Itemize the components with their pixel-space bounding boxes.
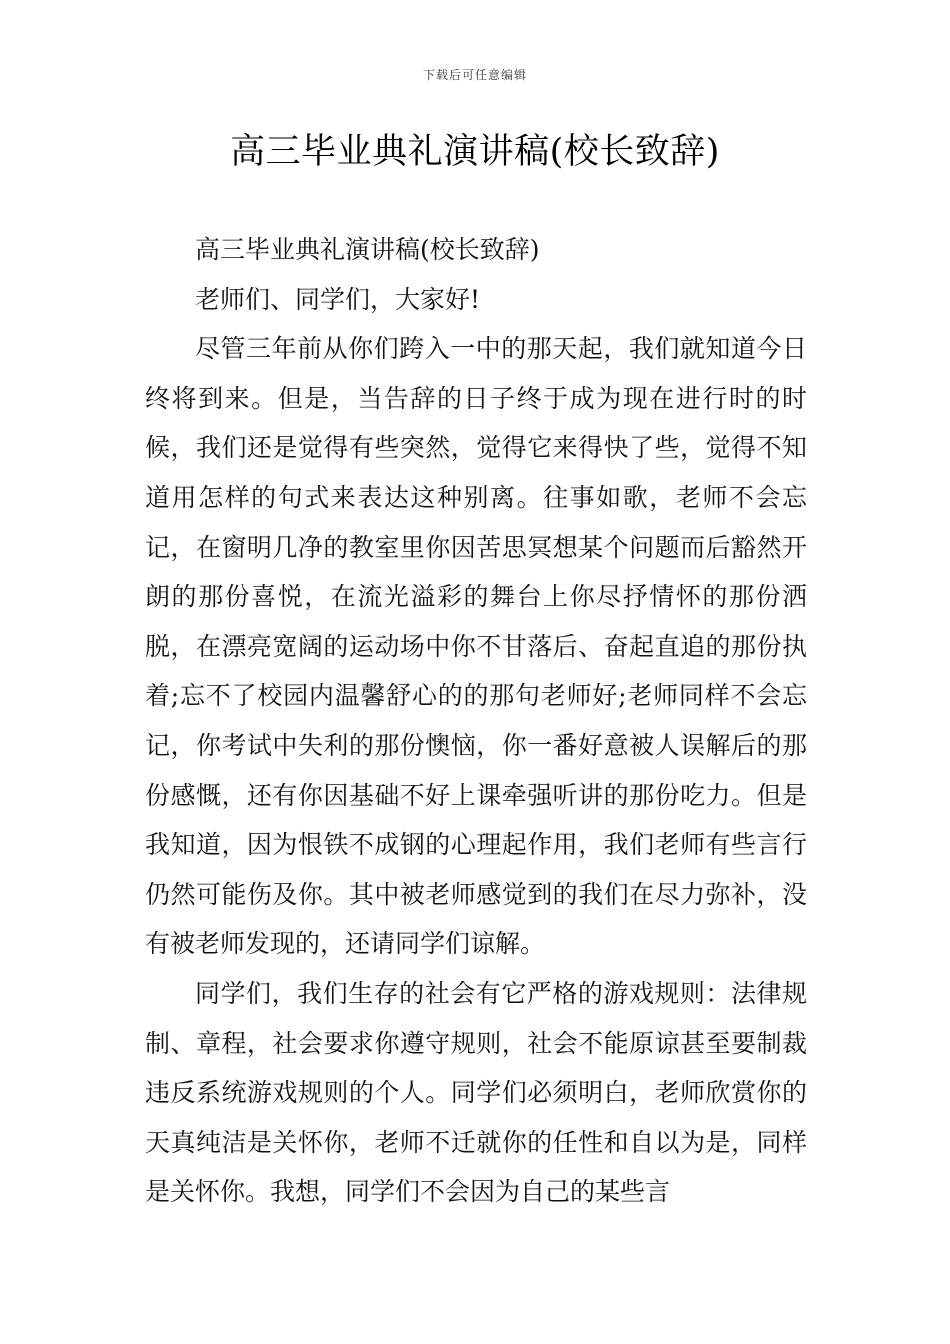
- document-title: 高三毕业典礼演讲稿(校长致辞): [230, 132, 720, 172]
- paragraph-rules: 同学们，我们生存的社会有它严格的游戏规则：法律规制、章程，社会要求你遵守规则，社会不能原谅甚至要制裁违反系统游戏规则的个人。同学们必须明白，老师欣赏你的天真纯洁是关怀你，老师不迁就你的任性和自以为是，同样是关怀你。我想，同学们不会因为自己的某些言: [145, 978, 807, 1207]
- header-note: 下载后可任意编辑: [422, 68, 527, 82]
- document-body: [145, 225, 807, 1217]
- paragraph-greeting: 老师们、同学们，大家好!: [195, 284, 481, 314]
- paragraph-farewell: 尽管三年前从你们跨入一中的那天起，我们就知道今日终将到来。但是，当告辞的日子终于成为现在进行时的时候，我们还是觉得有些突然，觉得它来得快了些，觉得不知道用怎样的句式来表达这种别离。往事如歌，老师不会忘记，在窗明几净的教室里你因苦思冥想某个问题而后豁然开朗的那份喜悦，在流光溢彩的舞台上你尽抒情怀的那份洒脱，在漂亮宽阔的运动场中你不甘落后、奋起直追的那份执着;忘不了校园内温馨舒心的的那句老师好;老师同样不会忘记，你考试中失利的那份懊恼，你一番好意被人误解后的那份感慨，还有你因基础不好上课牵强听讲的那份吃力。但是我知道，因为恨铁不成钢的心理起作用，我们老师有些言行仍然可能伤及你。其中被老师感觉到的我们在尽力弥补，没有被老师发现的，还请同学们谅解。: [145, 334, 807, 959]
- paragraph-repeated-title: 高三毕业典礼演讲稿(校长致辞): [195, 235, 540, 264]
